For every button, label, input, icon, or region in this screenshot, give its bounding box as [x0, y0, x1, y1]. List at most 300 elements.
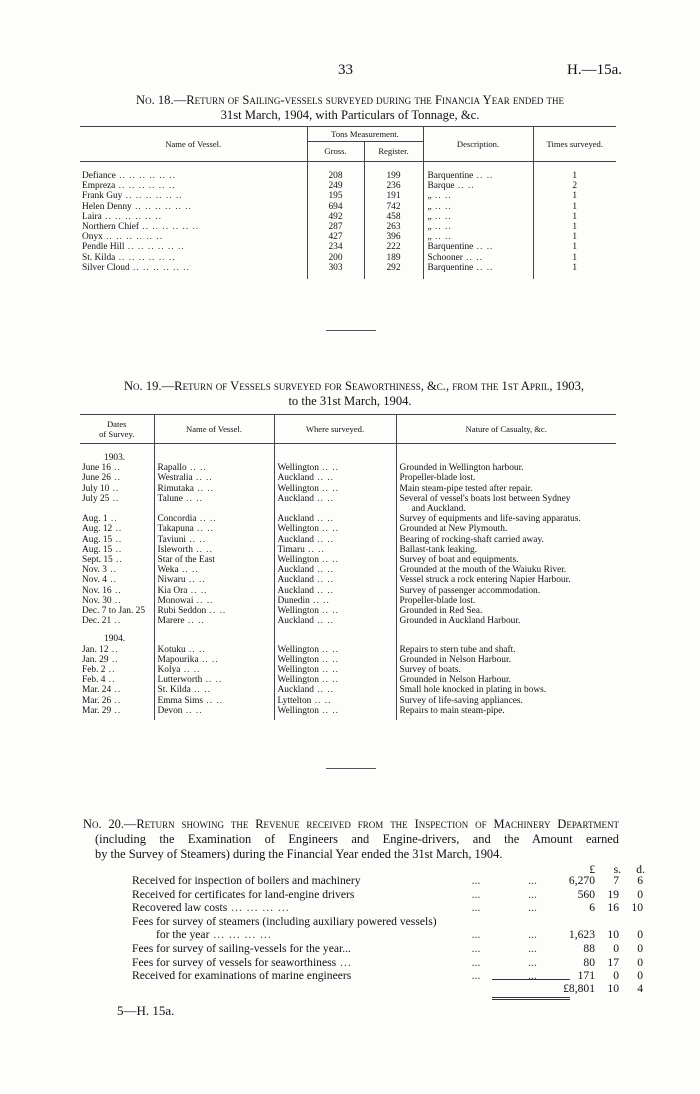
spacer-cell	[274, 716, 396, 720]
revenue-label-cont	[132, 928, 442, 942]
vessel-name-cell	[154, 675, 274, 685]
revenue-label-wrap	[132, 956, 442, 970]
nature-cell	[396, 545, 616, 555]
leader-dots: ..	[108, 644, 119, 655]
table18	[80, 126, 616, 279]
leader-dots: .. ..	[462, 252, 483, 263]
vessel-name: Lutterworth	[157, 675, 203, 686]
table19-body	[80, 444, 616, 721]
gross-tons: 200	[307, 253, 364, 263]
where-surveyed: Auckland	[277, 473, 314, 484]
where-surveyed: Wellington	[277, 705, 319, 716]
nature-of-casualty: Vessel struck a rock entering Napier Harbour.	[399, 575, 571, 586]
vessel-name: Mapourika	[157, 654, 199, 665]
where-surveyed-cell	[274, 616, 396, 626]
amount-pence: 6	[637, 874, 643, 887]
register-tons: 189	[364, 253, 423, 263]
where-surveyed: Wellington	[277, 483, 319, 494]
times-surveyed: 1	[533, 263, 616, 273]
survey-date-cell	[80, 565, 154, 575]
vessel-name-cell	[154, 524, 274, 534]
vessel-name-cell	[154, 616, 274, 626]
where-surveyed: Wellington	[277, 675, 319, 686]
revenue-row	[132, 888, 643, 902]
nature-of-casualty: Survey of passenger accommodation.	[399, 585, 541, 596]
leader-dots: .. .. .. .. .. ..	[124, 242, 185, 253]
leader-dots: ..	[107, 514, 118, 525]
where-surveyed-cell	[274, 494, 396, 514]
leader-dots: .. ..	[202, 675, 223, 686]
table-row	[80, 232, 616, 242]
t18-header-gross: Gross.	[307, 142, 364, 162]
nature-cell	[396, 655, 616, 665]
vessel-name: Kotuku	[157, 644, 186, 655]
register-tons: 458	[364, 212, 423, 222]
table18-body	[80, 162, 616, 280]
t18-header-tons: Tons Measurement.	[307, 127, 423, 142]
table18-title	[0, 93, 700, 123]
where-surveyed-cell	[274, 706, 396, 716]
leader-dots: .. .. .. .. .. ..	[122, 191, 183, 202]
nature-cell	[396, 696, 616, 706]
table-row	[80, 263, 616, 273]
leader-dots: .. ..	[318, 555, 339, 566]
where-surveyed-cell	[274, 463, 396, 473]
survey-date-cell	[80, 535, 154, 545]
where-surveyed-cell	[274, 514, 396, 524]
leader-dots: ..	[109, 493, 120, 504]
revenue-row	[132, 874, 643, 888]
nature-of-casualty: Grounded at the mouth of the Waiuku River.	[399, 565, 567, 576]
leader-dots: .. ..	[313, 565, 335, 576]
description-cell	[423, 202, 533, 212]
nature-cell	[396, 645, 616, 655]
leader-dots: ... ... ... ...	[227, 901, 290, 915]
document-code: H.—15a.	[567, 62, 622, 78]
nature-of-casualty: Repairs to main steam-pipe.	[399, 705, 505, 716]
register-tons: 199	[364, 162, 423, 182]
total-rule	[492, 979, 570, 980]
leader-dots: .. ..	[186, 534, 207, 545]
leader-dots: .. ..	[185, 644, 206, 655]
t18-header-description: Description.	[423, 127, 533, 162]
vessel-name: Niwaru	[157, 575, 186, 586]
table-row	[80, 545, 616, 555]
revenue-row	[132, 928, 643, 942]
table-row	[80, 162, 616, 182]
leader-dots: .. ..	[185, 575, 206, 586]
nature-cell	[396, 606, 616, 616]
gross-tons: 287	[307, 222, 364, 232]
leader-dots: .. ..	[203, 695, 224, 706]
table-row	[80, 535, 616, 545]
vessel-name-cell	[80, 253, 307, 263]
where-surveyed-cell	[274, 545, 396, 555]
description: Barquentine	[427, 171, 474, 181]
leader-dots: .. ..	[206, 606, 227, 617]
page-number: 33	[338, 62, 353, 78]
gross-tons: 694	[307, 202, 364, 212]
nature-of-casualty: Repairs to stern tube and shaft.	[399, 644, 516, 655]
revenue-label: Fees for survey of steamers (including auxiliary powered vessels)	[132, 914, 437, 928]
survey-date: Aug. 12	[82, 524, 113, 535]
leader-dots: ..	[105, 675, 116, 686]
leader-dots: ...	[471, 887, 481, 901]
vessel-name-cell	[80, 202, 307, 212]
survey-date: Nov. 3	[82, 565, 107, 576]
spacer-cell	[307, 273, 364, 279]
nature-cell	[396, 586, 616, 596]
table-row	[80, 463, 616, 473]
leader-dots: ..	[105, 665, 116, 676]
vessel-name: Devon	[157, 705, 183, 716]
vessel-name: St. Kilda	[157, 685, 191, 696]
spacer-cell	[364, 273, 423, 279]
vessel-name: Westralia	[157, 473, 193, 484]
leader-dots: .. .. .. .. .. ..	[102, 232, 164, 243]
table20-title-line1: No. 20.—Return showing the Revenue received from the Inspection of Machinery Department	[83, 817, 619, 831]
survey-date-cell	[80, 514, 154, 524]
amount-pence: 0	[637, 955, 643, 969]
leader-dots: .. .. .. .. .. ..	[129, 262, 190, 273]
where-surveyed-cell	[274, 575, 396, 585]
leader-dots: ...	[528, 874, 537, 887]
table-row	[80, 606, 616, 616]
table18-title-line1: No. 18.—Return of Sailing-vessels surveyed during the Financia Year ended the	[135, 93, 565, 107]
survey-date-cell	[80, 645, 154, 655]
t18-header-register: Register.	[364, 142, 423, 162]
leader-dots: .. ..	[431, 201, 452, 212]
vessel-name: Empreza	[82, 181, 116, 192]
where-surveyed: Auckland	[277, 585, 314, 596]
section-divider	[326, 768, 376, 769]
vessel-name: Monowai	[157, 595, 194, 606]
register-tons: 263	[364, 222, 423, 232]
revenue-row	[132, 956, 643, 970]
nature-of-casualty: Survey of boat and equipments.	[399, 555, 519, 566]
nature-cell	[396, 565, 616, 575]
leader-dots: ..	[111, 695, 122, 706]
where-surveyed-cell	[274, 565, 396, 575]
nature-cell	[396, 616, 616, 626]
leader-dots: .. ..	[193, 483, 215, 494]
description-cell	[423, 232, 533, 242]
gross-tons: 208	[307, 162, 364, 182]
amount-pounds: 171	[577, 969, 595, 983]
leader-dots: .. .. .. .. .. ..	[131, 201, 192, 212]
vessel-name: Rimutaka	[157, 483, 194, 494]
vessel-name: Emma Sims	[157, 695, 204, 706]
vessel-name: Kolya	[157, 665, 181, 676]
vessel-name: Concordia	[157, 514, 197, 525]
leader-dots: ..	[110, 463, 121, 474]
nature-cell	[396, 675, 616, 685]
table-row	[80, 555, 616, 565]
description-cell	[423, 222, 533, 232]
description-cell	[423, 212, 533, 222]
leader-dots: .. ..	[313, 493, 335, 504]
nature-of-casualty: Survey of life-saving appliances.	[399, 695, 523, 706]
where-surveyed: Auckland	[277, 616, 314, 627]
survey-date-cell	[80, 696, 154, 706]
times-surveyed: 1	[533, 212, 616, 222]
gross-tons: 303	[307, 263, 364, 273]
table20-title-line3: by the Survey of Steamers) during the Financial Year ended the 31st March, 1904.	[95, 847, 503, 861]
revenue-row	[132, 942, 643, 956]
survey-date: Feb. 2	[82, 665, 106, 676]
leader-dots: ..	[112, 534, 123, 545]
leader-dots: ...	[336, 955, 352, 969]
nature-of-casualty: Grounded in Auckland Harbour.	[399, 616, 521, 627]
gross-tons: 427	[307, 232, 364, 242]
table-row	[80, 616, 616, 626]
vessel-name: Isleworth	[157, 544, 193, 555]
survey-date: Nov. 4	[82, 575, 107, 586]
t18-header-times: Times surveyed.	[533, 127, 616, 162]
table-row	[80, 494, 616, 514]
vessel-name-cell	[154, 514, 274, 524]
leader-dots: .. ..	[313, 616, 335, 627]
leader-dots: .. ..	[309, 595, 330, 606]
gross-tons: 234	[307, 242, 364, 252]
leader-dots: .. ..	[180, 665, 201, 676]
leader-dots: .. ..	[313, 473, 335, 484]
table-row	[80, 685, 616, 695]
description: Schooner	[427, 252, 463, 263]
revenue-label-wrap	[132, 874, 442, 888]
description: „	[427, 232, 432, 243]
table20-title	[83, 817, 619, 862]
amount-pence: 0	[637, 969, 643, 983]
survey-date: Dec. 21	[82, 616, 112, 627]
survey-date-cell	[80, 616, 154, 626]
where-surveyed: Dunedin	[277, 595, 310, 606]
empty-cell	[274, 444, 396, 464]
leader-dots: .. ..	[182, 493, 203, 504]
revenue-label-text: for the year	[156, 928, 210, 942]
t19-header-nature: Nature of Casualty, &c.	[396, 415, 616, 444]
survey-date-cell	[80, 545, 154, 555]
vessel-name: Marere	[157, 616, 185, 627]
where-surveyed: Wellington	[277, 524, 319, 535]
leader-dots: .. ..	[192, 544, 213, 555]
empty-cell	[396, 444, 616, 464]
leader-dots: .. ..	[318, 675, 339, 686]
where-surveyed: Auckland	[277, 493, 314, 504]
leader-dots: .. ..	[318, 483, 339, 494]
vessel-name-cell	[154, 696, 274, 706]
leader-dots: .. ..	[313, 534, 335, 545]
leader-dots: .. ..	[473, 171, 494, 181]
revenue-total	[132, 982, 643, 996]
leader-dots: .. ..	[318, 665, 339, 676]
where-surveyed-cell	[274, 645, 396, 655]
description: „	[427, 201, 432, 212]
table18-title-line2: 31st March, 1904, with Particulars of Tonnage, &c.	[220, 108, 480, 122]
survey-date-cell	[80, 655, 154, 665]
vessel-name: Pendle Hill	[82, 242, 125, 253]
leader-dots: .. ..	[431, 222, 452, 233]
gross-tons: 249	[307, 181, 364, 191]
leader-dots: .. ..	[431, 232, 452, 243]
leader-dots: ...	[471, 874, 481, 887]
description: Barquentine	[427, 262, 474, 273]
leader-dots: .. ..	[473, 262, 494, 273]
leader-dots: ..	[106, 565, 117, 576]
leader-dots: .. ..	[190, 685, 211, 696]
leader-dots: ..	[111, 616, 122, 627]
leader-dots: .. ..	[318, 644, 339, 655]
where-surveyed: Timaru	[277, 544, 305, 555]
vessel-name-cell	[154, 484, 274, 494]
vessel-name: Defiance	[82, 171, 116, 181]
vessel-name: Talune	[157, 493, 183, 504]
where-surveyed: Wellington	[277, 555, 319, 566]
vessel-name: Rapallo	[157, 463, 187, 474]
vessel-name: Laira	[82, 211, 102, 222]
leader-dots: .. ..	[454, 181, 475, 192]
survey-date: Nov. 30	[82, 595, 112, 606]
vessel-name-cell	[80, 181, 307, 191]
where-surveyed-cell	[274, 606, 396, 616]
survey-date: June 16	[82, 463, 111, 474]
vessel-name: Kia Ora	[157, 585, 188, 596]
leader-dots: .. ..	[184, 616, 205, 627]
t18-header-name: Name of Vessel.	[80, 127, 307, 162]
nature-cell	[396, 665, 616, 675]
table-row	[80, 524, 616, 534]
nature-cell	[396, 484, 616, 494]
survey-date-cell	[80, 524, 154, 534]
leader-dots: ..	[111, 595, 122, 606]
shillings-header: s.	[613, 863, 621, 876]
vessel-name-cell	[154, 575, 274, 585]
vessel-name-cell	[154, 706, 274, 716]
amount-pounds: 88	[583, 941, 595, 955]
spacer-cell	[533, 273, 616, 279]
times-surveyed: 1	[533, 253, 616, 263]
total-shillings: 10	[607, 982, 619, 995]
amount-pounds: 80	[583, 955, 595, 969]
leader-dots: ...	[528, 887, 537, 901]
revenue-row	[132, 915, 643, 929]
leader-dots: ..	[109, 483, 120, 494]
gross-tons: 492	[307, 212, 364, 222]
vessel-name-cell	[80, 242, 307, 252]
where-surveyed-cell	[274, 596, 396, 606]
leader-dots: .. .. .. .. .. ..	[115, 171, 177, 181]
description: „	[427, 211, 432, 222]
description: Barquentine	[427, 242, 474, 253]
vessel-name-cell	[80, 162, 307, 182]
survey-date: Mar. 29	[82, 705, 112, 716]
vessel-name-cell	[154, 535, 274, 545]
nature-of-casualty: Main steam-pipe tested after repair.	[399, 483, 533, 494]
revenue-label: Recovered law costs	[132, 901, 228, 915]
leader-dots: ...	[471, 928, 481, 942]
vessel-name-cell	[154, 586, 274, 596]
description-cell	[423, 191, 533, 201]
where-surveyed-cell	[274, 685, 396, 695]
empty-cell	[154, 626, 274, 644]
vessel-name: Taviuni	[157, 534, 187, 545]
times-surveyed: 1	[533, 232, 616, 242]
where-surveyed-cell	[274, 484, 396, 494]
table-row	[80, 484, 616, 494]
vessel-name: Frank Guy	[82, 191, 123, 202]
vessel-name: Takapuna	[157, 524, 194, 535]
survey-date-cell	[80, 596, 154, 606]
nature-of-casualty: Grounded in Nelson Harbour.	[399, 654, 511, 665]
vessel-name-cell	[154, 645, 274, 655]
leader-dots: ... ... ... ...	[209, 928, 272, 942]
revenue-label-wrap	[132, 942, 442, 956]
amount-shillings: 0	[613, 941, 619, 955]
spacer-cell	[80, 273, 307, 279]
leader-dots: .. .. .. .. .. ..	[101, 211, 162, 222]
leader-dots: .. ..	[186, 463, 207, 474]
description-cell	[423, 181, 533, 191]
gross-tons: 195	[307, 191, 364, 201]
revenue-label: Received for examinations of marine engineers	[132, 969, 352, 983]
survey-date-cell	[80, 675, 154, 685]
survey-date-cell	[80, 555, 154, 565]
where-surveyed: Wellington	[277, 654, 319, 665]
survey-date-cell	[80, 463, 154, 473]
leader-dots: .. ..	[473, 242, 494, 253]
vessel-name-cell	[154, 555, 274, 565]
leader-dots: .. ..	[187, 585, 208, 596]
nature-of-casualty: Ballast-tank leaking.	[399, 544, 478, 555]
survey-date-cell	[80, 586, 154, 596]
leader-dots: ...	[528, 941, 537, 955]
table-row	[80, 665, 616, 675]
vessel-name: Helen Denny	[82, 201, 132, 212]
leader-dots: ..	[111, 705, 122, 716]
description-cell	[423, 263, 533, 273]
nature-of-casualty: Small hole knocked in plating in bows.	[399, 685, 547, 696]
amount-pounds: 6,270	[568, 874, 595, 887]
leader-dots: .. ..	[318, 705, 339, 716]
description: „	[427, 222, 432, 233]
leader-dots: .. ..	[193, 524, 214, 535]
leader-dots: .. ..	[318, 606, 339, 617]
description: Barque	[427, 181, 455, 192]
where-surveyed-cell	[274, 473, 396, 483]
survey-date-cell	[80, 606, 154, 616]
survey-date: Dec. 7 to Jan. 25	[82, 606, 146, 617]
survey-date: Aug. 15	[82, 544, 113, 555]
vessel-name-cell	[80, 222, 307, 232]
register-tons: 222	[364, 242, 423, 252]
table-row	[80, 655, 616, 665]
nature-cell	[396, 524, 616, 534]
nature-of-casualty: Grounded in Wellington harbour.	[399, 463, 524, 474]
amount-pence: 0	[637, 887, 643, 901]
year-label: 1903.	[104, 453, 126, 463]
year-row	[80, 444, 616, 464]
page-signature: 5—H. 15a.	[117, 1003, 175, 1018]
table-row	[80, 586, 616, 596]
nature-of-casualty: Survey of equipments and life-saving apparatus.	[399, 514, 581, 525]
survey-date: Jan. 29	[82, 654, 109, 665]
vessel-name-cell	[80, 212, 307, 222]
revenue-row	[132, 901, 643, 915]
nature-cell	[396, 685, 616, 695]
leader-dots: ..	[111, 585, 122, 596]
revenue-label: Received for certificates for land-engine drivers	[132, 887, 355, 901]
where-surveyed: Auckland	[277, 565, 314, 576]
